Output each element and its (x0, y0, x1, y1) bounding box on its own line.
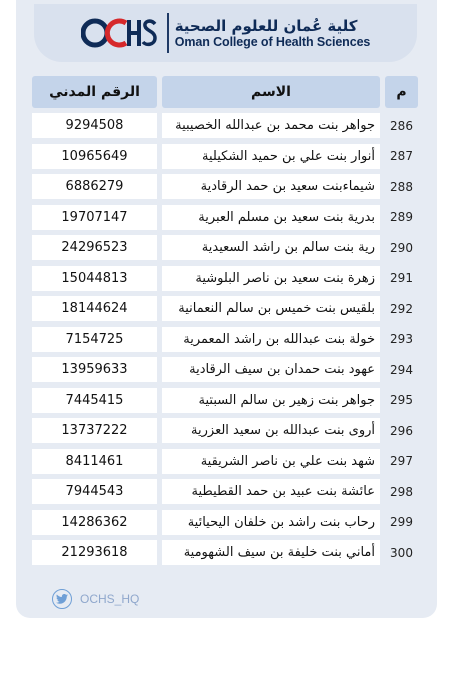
civil-id-cell: 18144624 (32, 296, 157, 321)
student-name-cell: أروى بنت عبدالله بن سعيد العزرية (162, 418, 380, 443)
table-row (0, 266, 453, 291)
student-name-cell: جواهر بنت زهير بن سالم السبتية (162, 388, 380, 413)
civil-id-cell: 8411461 (32, 449, 157, 474)
student-name-cell: بدرية بنت سعيد بن مسلم العبرية (162, 205, 380, 230)
row-number-cell: 299 (390, 515, 413, 529)
table-row (0, 479, 453, 504)
civil-id-cell: 7154725 (32, 327, 157, 352)
row-number-cell: 287 (390, 149, 413, 163)
table-row (0, 388, 453, 413)
civil-id-cell: 19707147 (32, 205, 157, 230)
college-name-arabic: كلية عُمان للعلوم الصحية (174, 16, 358, 35)
row-number-cell: 291 (390, 271, 413, 285)
civil-id-cell: 13959633 (32, 357, 157, 382)
student-name-cell: خولة بنت عبدالله بن راشد المعمرية (162, 327, 380, 352)
table-row (0, 113, 453, 138)
student-name-cell: رية بنت سالم بن راشد السعيدية (162, 235, 380, 260)
college-name-block (175, 17, 371, 50)
table-row (0, 510, 453, 535)
student-name-cell: أنوار بنت علي بن حميد الشكيلية (162, 144, 380, 169)
column-header-name: الاسم (162, 76, 380, 108)
ochs-logo (81, 13, 157, 53)
row-number-cell: 290 (390, 240, 413, 255)
twitter-icon[interactable] (52, 589, 72, 609)
row-number-cell: 294 (390, 362, 413, 377)
row-number-cell: 288 (390, 179, 413, 194)
civil-id-cell: 21293618 (32, 540, 157, 565)
college-name-english: Oman College of Health Sciences (174, 34, 371, 49)
civil-id-cell: 15044813 (32, 266, 157, 291)
student-name-cell: رحاب بنت راشد بن خلفان اليحيائية (162, 510, 380, 535)
civil-id-cell: 10965649 (32, 144, 157, 169)
twitter-handle[interactable]: OCHS_HQ (80, 592, 140, 606)
column-header-civil-id: الرقم المدني (32, 76, 157, 108)
civil-id-cell: 14286362 (32, 510, 157, 535)
student-name-cell: عائشة بنت عبيد بن حمد القطيطية (162, 479, 380, 504)
row-number-cell: 286 (390, 118, 413, 133)
civil-id-cell: 7944543 (32, 479, 157, 504)
table-row (0, 327, 453, 352)
student-name-cell: زهرة بنت سعيد بن ناصر البلوشية (162, 266, 380, 291)
table-row (0, 205, 453, 230)
row-number-cell: 298 (390, 484, 413, 499)
row-number-cell: 296 (390, 423, 413, 438)
row-number-cell: 297 (390, 454, 413, 468)
table-row (0, 540, 453, 565)
column-header-number: م (385, 76, 418, 108)
row-number-cell: 300 (390, 545, 413, 560)
social-footer (52, 589, 139, 609)
civil-id-cell: 24296523 (32, 235, 157, 260)
table-row (0, 296, 453, 321)
civil-id-cell: 7445415 (32, 388, 157, 413)
table-row (0, 449, 453, 474)
student-name-cell: جواهر بنت محمد بن عبدالله الخصيبية (162, 113, 380, 138)
row-number-cell: 295 (390, 393, 413, 407)
civil-id-cell: 13737222 (32, 418, 157, 443)
civil-id-cell: 9294508 (32, 113, 157, 138)
college-header (34, 4, 417, 62)
table-row (0, 418, 453, 443)
student-name-cell: عهود بنت حمدان بن سيف الرقادية (162, 357, 380, 382)
student-name-cell: شيماءبنت سعيد بن حمد الرقادية (162, 174, 380, 199)
table-row (0, 144, 453, 169)
table-row (0, 235, 453, 260)
table-row (0, 357, 453, 382)
logo-divider (167, 13, 169, 53)
civil-id-cell: 6886279 (32, 174, 157, 199)
row-number-cell: 292 (390, 301, 413, 316)
student-name-cell: أماني بنت خليفة بن سيف الشهومية (162, 540, 380, 565)
table-row (0, 174, 453, 199)
row-number-cell: 289 (390, 210, 413, 224)
row-number-cell: 293 (390, 332, 413, 346)
student-name-cell: بلقيس بنت خميس بن سالم النعمانية (162, 296, 380, 321)
student-name-cell: شهد بنت علي بن ناصر الشريقية (162, 449, 380, 474)
